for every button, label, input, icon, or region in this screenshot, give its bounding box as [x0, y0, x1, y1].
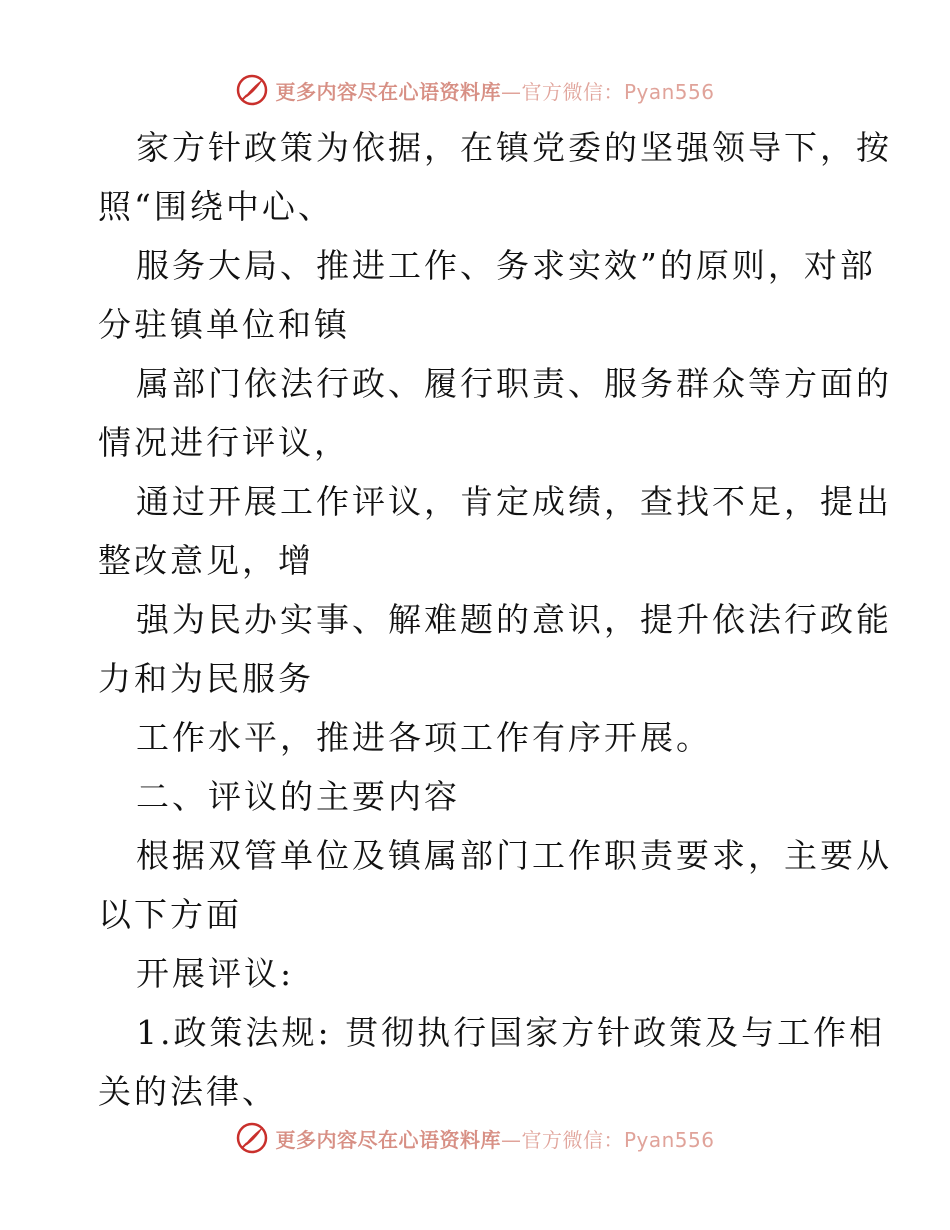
body-text-line: 整改意见，增	[98, 541, 314, 580]
body-text-line: 分驻镇单位和镇	[98, 305, 350, 344]
body-text-line: 服务大局、推进工作、务求实效”的原则，对部	[136, 246, 876, 285]
body-text-line: 1.政策法规: 贯彻执行国家方针政策及与工作相	[136, 1013, 886, 1052]
body-text-line: 属部门依法行政、履行职责、服务群众等方面的	[136, 364, 892, 403]
body-text-line: 照“围绕中心、	[98, 187, 334, 226]
footer-watermark	[0, 1118, 950, 1158]
document-body	[98, 118, 892, 1121]
header-watermark	[0, 70, 950, 110]
body-text-line: 以下方面	[98, 895, 242, 934]
watermark-text: 更多内容尽在心语资料库—官方微信：Pyan556	[275, 1127, 715, 1152]
body-text-line: 根据双管单位及镇属部门工作职责要求，主要从	[136, 836, 892, 875]
body-text-line: 开展评议:	[136, 954, 295, 993]
quill-pen-logo-icon	[235, 1121, 269, 1155]
body-text-line: 通过开展工作评议，肯定成绩，查找不足，提出	[136, 482, 892, 521]
body-text-line: 二、评议的主要内容	[136, 777, 460, 816]
body-text-line: 工作水平，推进各项工作有序开展。	[136, 718, 712, 757]
body-text-line: 家方针政策为依据，在镇党委的坚强领导下，按	[136, 128, 892, 167]
watermark-text: 更多内容尽在心语资料库—官方微信：Pyan556	[275, 79, 715, 104]
body-text-line: 情况进行评议，	[98, 423, 350, 462]
quill-pen-logo-icon	[235, 73, 269, 107]
body-text-line: 力和为民服务	[98, 659, 314, 698]
body-text-line: 强为民办实事、解难题的意识，提升依法行政能	[136, 600, 892, 639]
body-text-line: 关的法律、	[98, 1072, 278, 1111]
